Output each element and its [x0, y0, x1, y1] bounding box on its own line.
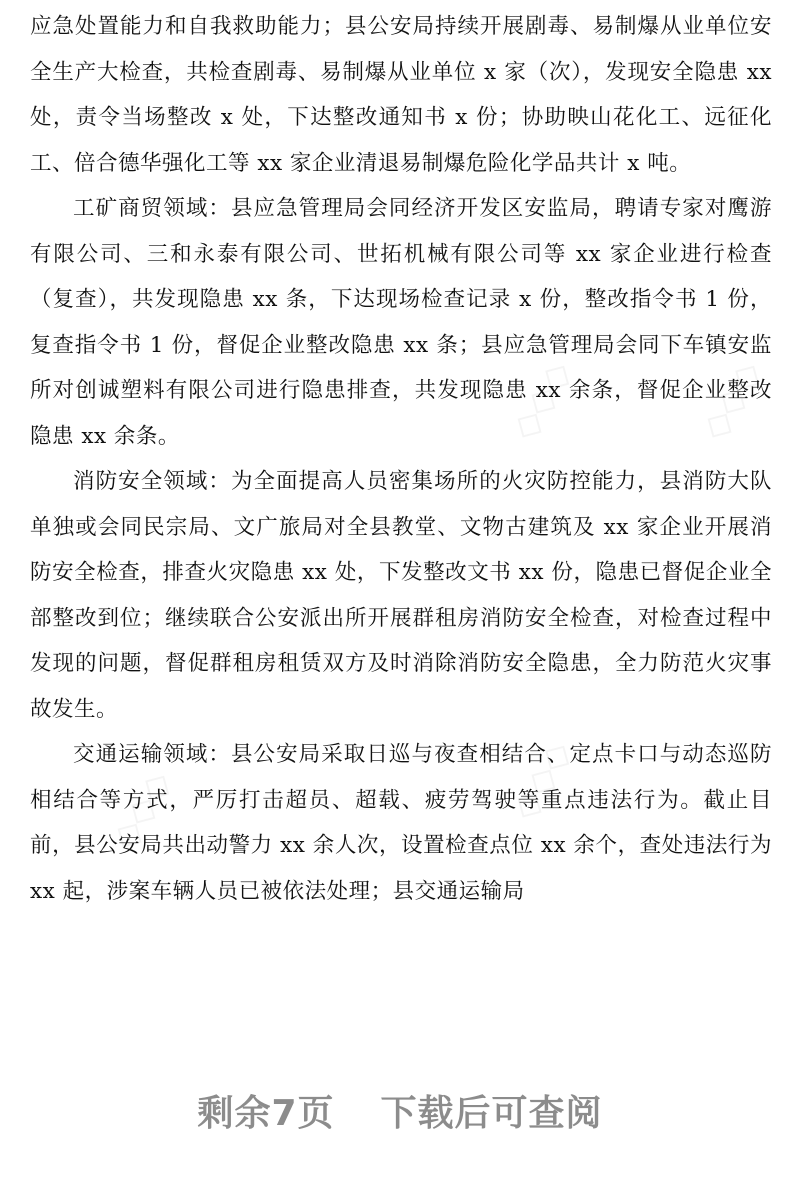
- download-banner[interactable]: [0, 1085, 800, 1136]
- paragraph-industry-trade: 工矿商贸领域：县应急管理局会同经济开发区安监局，聘请专家对鹰游有限公司、三和永泰有限公司、世拓机械有限公司等 xx 家企业进行检查（复查），共发现隐患 xx 条，下达现场检查记录 x 份，整改指令书 1 份，复查指令书 1 份，督促企业整改隐患 xx 条；县应急管理局会同下车镇安监所对创诚塑料有限公司进行隐患排查，共发现隐患 xx 余条，督促企业整改隐患 xx 余条。: [30, 196, 772, 449]
- watermark: ◇◇◇: [503, 734, 581, 827]
- download-hint-label: 下载后可查阅: [380, 1093, 603, 1134]
- remaining-pages-label: 剩余7页: [197, 1093, 335, 1134]
- paragraph-fire-safety: 消防安全领域：为全面提高人员密集场所的火灾防控能力，县消防大队单独或会同民宗局、文广旅局对全县教堂、文物古建筑及 xx 家企业开展消防安全检查，排查火灾隐患 xx 处，下发整改文书 xx 份，隐患已督促企业全部整改到位；继续联合公安派出所开展群租房消防安全检查，对检查过程中发现的问题，督促群租房租赁双方及时消除消防安全隐患，全力防范火灾事故发生。: [30, 469, 772, 722]
- paragraph-hazmat-continued: 应急处置能力和自我救助能力；县公安局持续开展剧毒、易制爆从业单位安全生产大检查，共检查剧毒、易制爆从业单位 x 家（次），发现安全隐患 xx 处，责令当场整改 x 处，下达整改通知书 x 份；协助映山花化工、远征化工、倍合德华强化工等 xx 家企业清退易制爆危险化学品共计 x 吨。: [30, 14, 772, 176]
- paragraph-transportation: 交通运输领域：县公安局采取日巡与夜查相结合、定点卡口与动态巡防相结合等方式，严厉打击超员、超载、疲劳驾驶等重点违法行为。截止目前，县公安局共出动警力 xx 余人次，设置检查点位 xx 余个，查处违法行为 xx 起，涉案车辆人员已被依法处理；县交通运输局: [30, 742, 772, 904]
- watermark: ◇◇◇: [103, 764, 181, 857]
- watermark: ◇◇◇: [693, 354, 771, 447]
- document-body: [30, 4, 772, 914]
- watermark: ◇◇◇: [503, 354, 581, 447]
